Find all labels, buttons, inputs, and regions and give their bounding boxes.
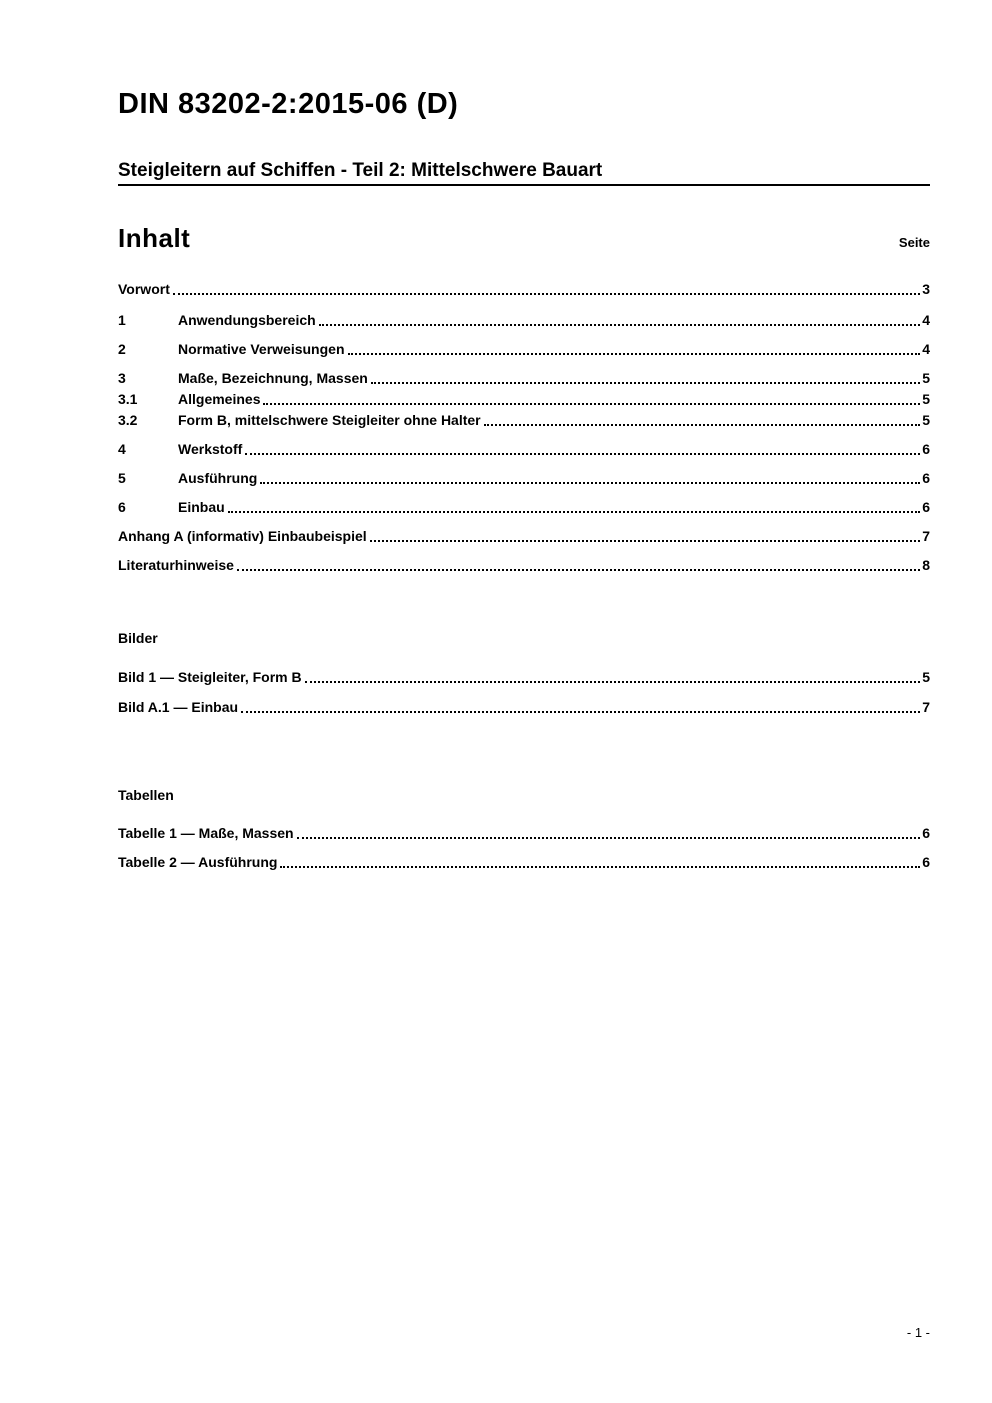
toc-entry-number: 6 [118, 499, 126, 515]
dot-leader [305, 681, 921, 683]
dot-leader [348, 353, 921, 355]
toc-entry-number: 3.1 [118, 391, 138, 407]
figure-entry-label: Bild A.1 — Einbau [118, 699, 239, 715]
toc-entry-label: Allgemeines [178, 391, 261, 407]
toc-entry-page: 4 [922, 341, 930, 357]
dot-leader [245, 453, 920, 455]
toc-entry-label: Form B, mittelschwere Steigleiter ohne Halter [178, 412, 481, 428]
table-entry-page: 6 [922, 825, 930, 841]
toc-entry [118, 528, 930, 545]
toc-entry [118, 281, 930, 298]
toc-entry-label: Literaturhinweise [118, 557, 234, 573]
figure-entry-page: 7 [922, 699, 930, 715]
toc-entry-number: 3.2 [118, 412, 138, 428]
dot-leader [370, 540, 921, 542]
toc-entry-page: 8 [922, 557, 930, 573]
toc-entry-label: Anhang A (informativ) Einbaubeispiel [118, 528, 367, 544]
table-of-contents [118, 281, 930, 574]
dot-leader [484, 424, 921, 426]
document-title: Steigleitern auf Schiffen - Teil 2: Mittelschwere Bauart [118, 160, 603, 181]
figures-section-heading: Bilder [118, 630, 158, 646]
toc-entry [118, 370, 930, 387]
toc-entry-page: 5 [922, 370, 930, 386]
toc-entry-page: 6 [922, 441, 930, 457]
table-entry [118, 825, 930, 842]
dot-leader [280, 866, 920, 868]
toc-entry [118, 557, 930, 574]
toc-entry-number: 5 [118, 470, 126, 486]
toc-entry-page: 4 [922, 312, 930, 328]
toc-entry-number: 2 [118, 341, 126, 357]
dot-leader [263, 403, 920, 405]
table-entry-label: Tabelle 2 — Ausführung [118, 854, 278, 870]
dot-leader [228, 511, 921, 513]
dot-leader [237, 569, 920, 571]
toc-entry-label: Vorwort [118, 281, 170, 297]
toc-entry-page: 6 [922, 499, 930, 515]
toc-entry-label: Ausführung [178, 470, 258, 486]
dot-leader [241, 711, 920, 713]
toc-entry-number: 3 [118, 370, 126, 386]
title-divider [118, 184, 930, 186]
page-column-label: Seite [898, 235, 930, 250]
table-entry [118, 854, 930, 871]
toc-entry [118, 412, 930, 429]
document-number: DIN 83202-2:2015-06 (D) [118, 88, 459, 120]
toc-entry-page: 6 [922, 470, 930, 486]
toc-entry-page: 5 [922, 412, 930, 428]
toc-entry [118, 391, 930, 408]
table-entry-page: 6 [922, 854, 930, 870]
toc-entry [118, 312, 930, 329]
toc-entry-label: Einbau [178, 499, 225, 515]
dot-leader [297, 837, 921, 839]
toc-heading: Inhalt [118, 223, 191, 253]
figures-list [118, 669, 930, 716]
dot-leader [371, 382, 920, 384]
toc-entry-label: Maße, Bezeichnung, Massen [178, 370, 368, 386]
toc-entry-page: 5 [922, 391, 930, 407]
figure-entry [118, 699, 930, 716]
toc-entry [118, 499, 930, 516]
figure-entry-page: 5 [922, 669, 930, 685]
toc-entry [118, 341, 930, 358]
page-number-footer: - 1 - [906, 1325, 930, 1340]
toc-entry-page: 3 [922, 281, 930, 297]
toc-entry [118, 470, 930, 487]
dot-leader [173, 293, 920, 295]
toc-entry-number: 4 [118, 441, 126, 457]
figure-entry-label: Bild 1 — Steigleiter, Form B [118, 669, 302, 685]
tables-list [118, 825, 930, 871]
toc-entry-label: Normative Verweisungen [178, 341, 345, 357]
toc-entry-label: Anwendungsbereich [178, 312, 316, 328]
toc-entry-number: 1 [118, 312, 126, 328]
toc-entry-label: Werkstoff [178, 441, 243, 457]
toc-entry-page: 7 [922, 528, 930, 544]
toc-header [118, 225, 930, 251]
dot-leader [260, 482, 920, 484]
figure-entry [118, 669, 930, 686]
toc-entry [118, 441, 930, 458]
table-entry-label: Tabelle 1 — Maße, Massen [118, 825, 294, 841]
tables-section-heading: Tabellen [118, 787, 174, 803]
dot-leader [319, 324, 921, 326]
